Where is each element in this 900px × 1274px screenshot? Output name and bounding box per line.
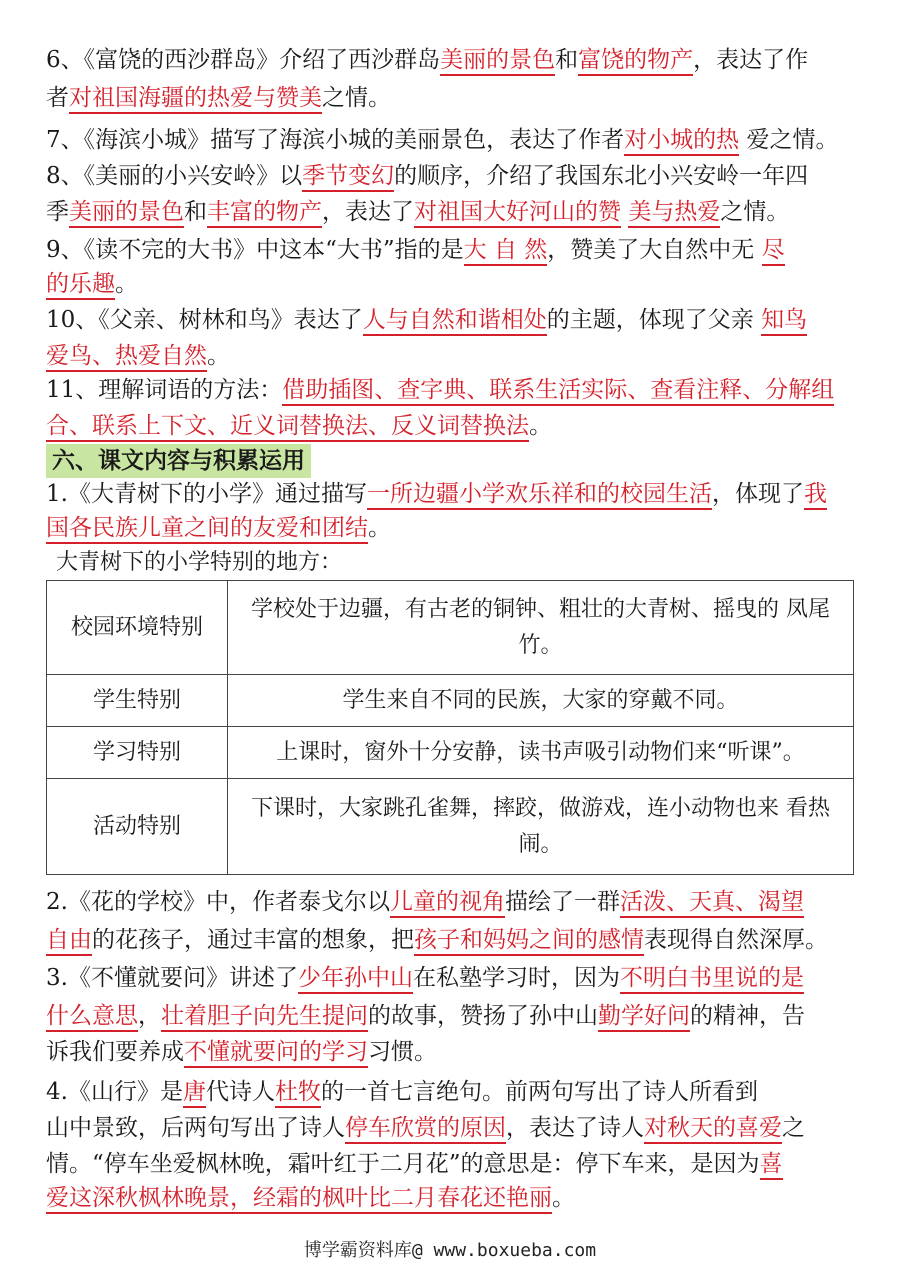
text-run: ，	[138, 1003, 161, 1029]
text-run: 的精神，告	[690, 1003, 805, 1029]
highlighted-answer: 活泼、天真、渴望	[620, 889, 804, 918]
text-run: 3.《不懂就要问》讲述了	[46, 965, 298, 991]
highlighted-answer: 人与自然和谐相处	[363, 307, 547, 336]
highlighted-answer: 丰富的物产	[207, 199, 322, 228]
highlighted-answer: 爱鸟、热爱自然	[46, 343, 207, 372]
features-table	[46, 580, 854, 875]
text-run: 4.《山行》是	[46, 1079, 183, 1105]
text-line	[46, 512, 866, 544]
highlighted-answer: 爱这深秋枫林晚景，经霜的枫叶比二月春花还艳丽	[46, 1185, 552, 1214]
text-run: ，赞美了大自然中无	[547, 237, 762, 263]
text-line	[46, 478, 866, 510]
highlighted-answer: 不懂就要问的学习	[184, 1039, 368, 1068]
text-run: 。	[368, 515, 391, 541]
text-run: 者	[46, 85, 69, 111]
text-run: 。	[552, 1185, 575, 1211]
text-run: 季	[46, 199, 69, 225]
text-run: 。	[115, 271, 138, 297]
text-line	[46, 886, 866, 918]
highlighted-answer: 喜	[760, 1151, 783, 1180]
highlighted-answer: 国各民族儿童之间的友爱和团结	[46, 515, 368, 544]
feature-label: 活动特别	[47, 779, 228, 875]
highlighted-answer: 壮着胆子向先生提问	[161, 1003, 368, 1032]
text-line	[46, 1112, 866, 1144]
text-line	[46, 374, 866, 406]
text-run: 山中景致，后两句写出了诗人	[46, 1115, 345, 1141]
text-line	[46, 160, 866, 192]
text-run: 10、《父亲、树林和鸟》表达了	[46, 307, 363, 333]
text-line	[46, 82, 866, 114]
text-run: 之情。	[720, 199, 790, 225]
feature-description: 下课时，大家跳孔雀舞，摔跤，做游戏，连小动物也来 看热闹。	[228, 779, 854, 875]
text-run: 和	[555, 47, 579, 73]
text-run: 爱之情。	[739, 127, 839, 153]
highlighted-answer: 季节变幻	[302, 163, 394, 192]
text-run: 的花孩子，通过丰富的想象，把	[92, 927, 414, 953]
table-caption: 大青树下的小学特别的地方：	[56, 550, 343, 575]
highlighted-answer: 对祖国海疆的热爱与赞美	[69, 85, 322, 114]
text-line	[46, 410, 866, 442]
feature-description: 学校处于边疆，有古老的铜钟、粗壮的大青树、摇曳的 凤尾竹。	[228, 581, 854, 675]
text-run: 的主题，体现了父亲	[546, 307, 762, 333]
text-run: 诉我们要养成	[46, 1039, 184, 1065]
highlighted-answer: 儿童的视角	[390, 889, 505, 918]
text-line	[46, 1148, 866, 1180]
highlighted-answer: 的乐趣	[46, 271, 115, 300]
text-run: 。	[529, 413, 552, 439]
text-run: 8、《美丽的小兴安岭》以	[46, 163, 303, 189]
text-run: 的顺序，介绍了我国东北小兴安岭一年四	[394, 163, 809, 189]
highlighted-answer: 美丽的景色	[440, 47, 555, 76]
highlighted-answer: 勤学好问	[598, 1003, 690, 1032]
text-run: 代诗人	[205, 1079, 275, 1105]
highlighted-answer: 对小城的热	[624, 127, 739, 156]
feature-description: 上课时，窗外十分安静，读书声吸引动物们来“听课”。	[228, 727, 854, 779]
highlighted-answer: 对祖国大好河山的赞	[414, 199, 621, 228]
highlighted-answer: 借助插图、查字典、联系生活实际、查看注释、分解组	[282, 377, 834, 406]
text-line	[46, 1000, 866, 1032]
text-line	[46, 962, 866, 994]
feature-label: 校园环境特别	[47, 581, 228, 675]
text-line	[46, 196, 866, 228]
text-run: 。	[207, 343, 230, 369]
highlighted-answer: 孩子和妈妈之间的感情	[414, 927, 644, 956]
highlighted-answer: 知鸟	[761, 307, 807, 336]
text-run: 之	[782, 1115, 805, 1141]
text-run: ，表达了作	[693, 47, 809, 73]
text-line	[46, 1182, 866, 1214]
highlighted-answer: 不明白书里说的是	[620, 965, 804, 994]
text-line	[46, 340, 866, 372]
footer-watermark: 博学霸资料库@ www.boxueba.com	[303, 1240, 597, 1261]
table-row	[47, 779, 854, 875]
text-run: 7、《海滨小城》描写了海滨小城的美丽景色，表达了作者	[46, 127, 625, 153]
highlighted-answer: 停车欣赏的原因	[345, 1115, 506, 1144]
text-run: 之情。	[322, 85, 391, 111]
highlighted-answer: 什么意思	[46, 1003, 138, 1032]
text-run: 11、理解词语的方法：	[46, 377, 283, 403]
table-row	[47, 581, 854, 675]
text-run: 描绘了一群	[504, 889, 620, 915]
highlighted-answer: 尽	[762, 237, 785, 266]
feature-description: 学生来自不同的民族，大家的穿戴不同。	[228, 675, 854, 727]
feature-label: 学习特别	[47, 727, 228, 779]
text-run: 在私塾学习时，因为	[412, 965, 620, 991]
highlighted-answer: 富饶的物产	[578, 47, 693, 76]
text-line	[46, 234, 866, 266]
text-run: 的一首七言绝句。前两句写出了诗人所看到	[320, 1079, 758, 1105]
text-run: 2.《花的学校》中，作者泰戈尔以	[46, 889, 390, 915]
text-line	[46, 268, 866, 300]
text-run: 6、《富饶的西沙群岛》介绍了西沙群岛	[46, 47, 441, 73]
text-run: ，体现了	[711, 481, 804, 507]
text-line	[46, 124, 866, 156]
text-run: 和	[184, 199, 207, 225]
highlighted-answer: 对秋天的喜爱	[644, 1115, 782, 1144]
highlighted-answer: 一所边疆小学欢乐祥和的校园生活	[367, 481, 712, 510]
highlighted-answer: 自由	[46, 927, 92, 956]
highlighted-answer: 少年孙中山	[298, 965, 413, 994]
text-run: 情。“停车坐爱枫林晚，霜叶红于二月花”的意思是：停下车来，是因为	[46, 1151, 760, 1177]
text-run: 表现得自然深厚。	[644, 927, 828, 953]
text-run: 1.《大青树下的小学》通过描写	[46, 481, 367, 507]
table-row	[47, 727, 854, 779]
text-run: ，表达了诗人	[506, 1115, 644, 1141]
text-line	[46, 304, 866, 336]
highlighted-answer: 杜牧	[275, 1079, 321, 1108]
highlighted-answer: 美与热爱	[628, 199, 720, 228]
text-line	[46, 1036, 866, 1068]
text-line	[46, 1076, 866, 1108]
text-line	[46, 44, 866, 76]
highlighted-answer: 合、联系上下文、近义词替换法、反义词替换法	[46, 413, 529, 442]
highlighted-answer: 大 自 然	[464, 237, 548, 266]
text-run: 的故事，赞扬了孙中山	[368, 1003, 598, 1029]
text-run: 习惯。	[368, 1039, 437, 1065]
section-heading: 六、课文内容与积累运用	[46, 444, 311, 478]
text-line	[46, 924, 866, 956]
highlighted-answer: 我	[804, 481, 827, 510]
table-row	[47, 675, 854, 727]
text-run: ，表达了	[322, 199, 414, 225]
highlighted-answer: 唐	[183, 1079, 206, 1108]
text-run: 9、《读不完的大书》中这本“大书”指的是	[46, 237, 464, 263]
highlighted-answer: 美丽的景色	[69, 199, 184, 228]
feature-label: 学生特别	[47, 675, 228, 727]
